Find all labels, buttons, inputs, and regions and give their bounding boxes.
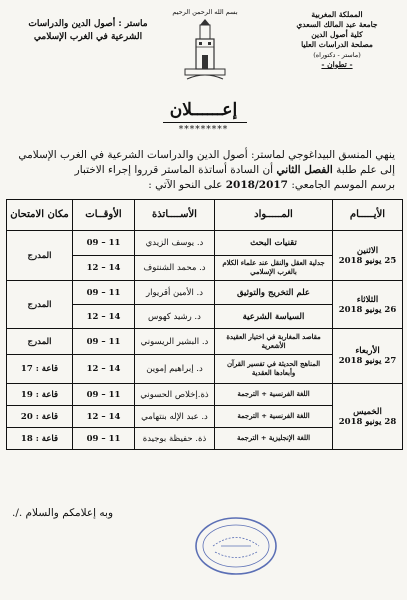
header-line: جامعة عبد المالك السعدي: [296, 20, 378, 29]
program-line: ماستر : أصول الدين والدراسات: [28, 19, 148, 29]
day-date: 28 يونيو 2018: [338, 416, 397, 427]
intro-line-3: [12, 178, 395, 192]
table-header-row: [7, 200, 403, 231]
master-program-header: [28, 18, 148, 44]
header-times: الأوقــات: [73, 200, 135, 231]
day-name: الاثنين: [356, 245, 379, 256]
header-days: الأيـــــام: [333, 200, 403, 231]
time-cell: 09 – 11: [73, 329, 135, 355]
header-professors: الأســــاتذة: [135, 200, 215, 231]
intro-text: على النحو الآتي :: [148, 179, 223, 191]
subject-cell: مقاصد المغاربة في اختيار العقيدة الأشعرية: [215, 329, 333, 355]
closing-line: وبه إعلامكم والسلام ./.: [12, 507, 114, 519]
time-cell: 09 – 11: [73, 428, 135, 450]
time-cell: 09 – 11: [73, 281, 135, 305]
header-subjects: المـــــواد: [215, 200, 333, 231]
university-logo-icon: [183, 19, 227, 83]
day-cell: [333, 231, 403, 281]
subject-cell: اللغة الفرنسية + الترجمة: [215, 406, 333, 428]
place-cell: المدرج: [7, 281, 73, 329]
intro-line-2: [12, 163, 395, 177]
day-date: 26 يونيو 2018: [338, 304, 397, 315]
professor-cell: د. إبراهيم إموين: [135, 355, 215, 384]
table-row: [7, 231, 403, 256]
table-row: [7, 329, 403, 355]
professor-cell: د. البشير الريسوني: [135, 329, 215, 355]
subject-cell: علم التخريج والتوثيق: [215, 281, 333, 305]
header-sub: (ماستر - دكتوراه): [313, 51, 361, 59]
time-cell: 12 – 14: [73, 305, 135, 329]
place-cell: قاعة : 18: [7, 428, 73, 450]
subject-cell: المناهج الحديثة في تفسير القرآن وأبعادها العقدية: [215, 355, 333, 384]
place-cell: المدرج: [7, 231, 73, 281]
header-line: المملكة المغربية: [311, 10, 363, 19]
subject-cell: تقنيات البحث: [215, 231, 333, 256]
intro-text: برسم الموسم الجامعي:: [291, 179, 395, 191]
basmala: بسم الله الرحمن الرحيم: [172, 8, 238, 16]
intro-text: ينهي المنسق البيداغوجي لماستر: أصول الدين والدراسات الشرعية في الغرب الإسلامي: [18, 149, 395, 161]
header-center: [160, 8, 250, 87]
stars-divider: *********: [178, 125, 229, 135]
professor-cell: د. يوسف الزيدي: [135, 231, 215, 256]
professor-cell: د. الأمين أقريوار: [135, 281, 215, 305]
professor-cell: ذة. حفيظة بوجيدة: [135, 428, 215, 450]
exam-schedule-table: [6, 199, 403, 450]
subject-cell: جدلية العقل والنقل عند علماء الكلام بالغرب الإسلامي: [215, 256, 333, 281]
day-name: الخميس: [353, 406, 382, 417]
institution-header: [277, 10, 397, 70]
place-cell: قاعة : 19: [7, 384, 73, 406]
intro-text: إلى علم طلبة: [336, 164, 395, 176]
day-date: 27 يونيو 2018: [338, 356, 397, 366]
day-name: الأربعاء: [355, 346, 380, 356]
day-name: الثلاثاء: [356, 294, 379, 305]
professor-cell: د. رشيد كهوس: [135, 305, 215, 329]
table-row: [7, 384, 403, 406]
intro-line-1: [12, 148, 395, 162]
intro-text: أن السادة أساتذة الماستر قرروا إجراء الاختبار: [74, 164, 274, 176]
semester-label: الفصل الثاني: [276, 164, 333, 176]
official-stamp: [193, 515, 279, 577]
subject-cell: اللغة الفرنسية + الترجمة: [215, 384, 333, 406]
time-cell: 12 – 14: [73, 355, 135, 384]
header-city: - تطوان -: [321, 60, 353, 69]
place-cell: المدرج: [7, 329, 73, 355]
time-cell: 12 – 14: [73, 256, 135, 281]
professor-cell: د. محمد الشنتوف: [135, 256, 215, 281]
day-cell: [333, 329, 403, 384]
professor-cell: ذة.إخلاص الحسوني: [135, 384, 215, 406]
time-cell: 12 – 14: [73, 406, 135, 428]
professor-cell: د. عبد الإله بنتهامي: [135, 406, 215, 428]
header-line: مصلحة الدراسات العليا: [301, 40, 373, 49]
header-line: كلية أصول الدين: [311, 30, 363, 39]
day-date: 25 يونيو 2018: [338, 255, 397, 266]
title-underline: [163, 122, 247, 123]
subject-cell: السياسة الشرعية: [215, 305, 333, 329]
place-cell: قاعة : 17: [7, 355, 73, 384]
time-cell: 09 – 11: [73, 231, 135, 256]
day-cell: [333, 281, 403, 329]
academic-year: 2018/2017: [225, 179, 288, 191]
table-row: [7, 281, 403, 305]
program-line: الشرعية في الغرب الإسلامي: [33, 32, 143, 42]
day-cell: [333, 384, 403, 450]
place-cell: قاعة : 20: [7, 406, 73, 428]
time-cell: 09 – 11: [73, 384, 135, 406]
subject-cell: اللغة الإنجليزية + الترجمة: [215, 428, 333, 450]
announcement-title: إعــــــلان: [169, 100, 238, 120]
header-place: مكان الامتحان: [7, 200, 73, 231]
